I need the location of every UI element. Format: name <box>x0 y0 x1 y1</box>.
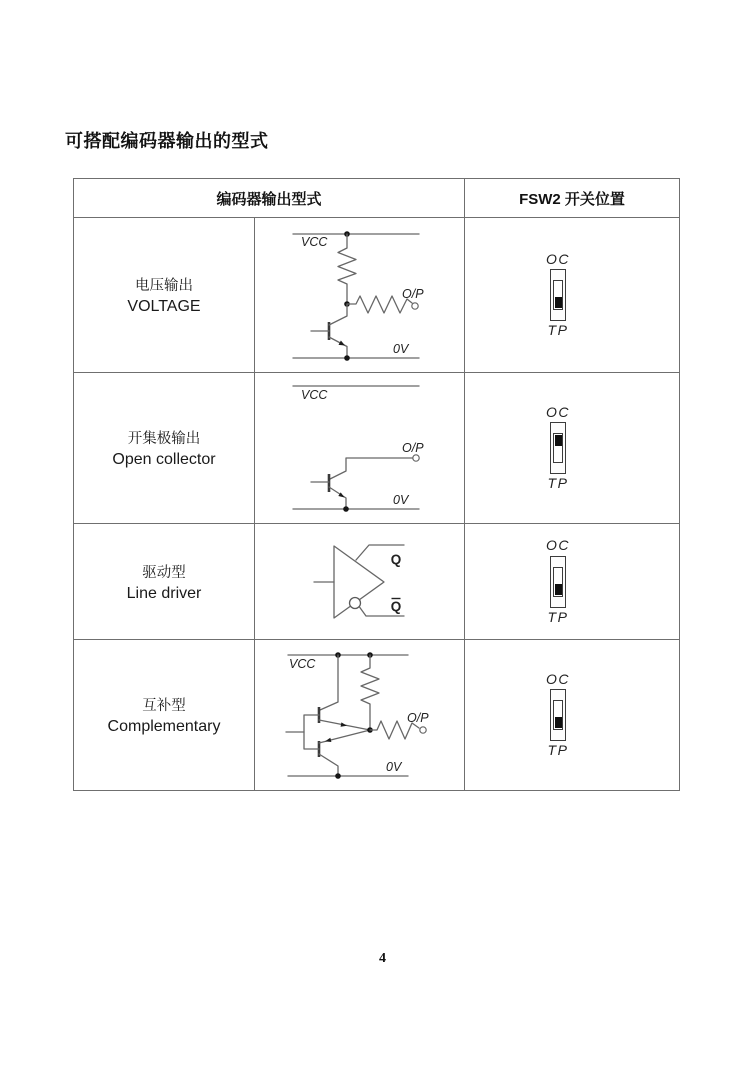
switch-slot <box>553 433 563 463</box>
encoder-output-table <box>73 178 680 791</box>
label-en: Line driver <box>126 584 202 602</box>
lower-pnp-transistor <box>319 730 370 776</box>
fsw2-switch <box>546 672 570 759</box>
upper-npn-transistor <box>319 655 370 730</box>
zero-v-label: 0V <box>386 760 402 774</box>
collector-wire <box>330 458 413 479</box>
op-terminal <box>412 303 418 309</box>
slide-switch-icon <box>550 556 566 608</box>
table-row <box>74 524 680 640</box>
circuit-cell <box>255 218 465 373</box>
table-row <box>74 373 680 524</box>
inverter-bubble <box>350 598 361 609</box>
switch-slot <box>553 567 563 597</box>
label-zh: 驱动型 <box>142 564 186 581</box>
label-zh: 互补型 <box>142 698 186 714</box>
table-row <box>74 640 680 791</box>
op-terminal <box>413 455 419 461</box>
zero-v-rail <box>293 342 419 361</box>
row-label-voltage <box>74 218 255 373</box>
switch-tp-label: TP <box>547 475 569 491</box>
header-output-type: 编码器输出型式 <box>74 179 465 218</box>
switch-tp-label: TP <box>547 608 569 625</box>
slide-switch-icon <box>550 269 566 321</box>
q-label: Q <box>390 552 402 567</box>
complementary-circuit <box>255 640 464 790</box>
npn-transistor <box>311 304 347 358</box>
switch-oc-label: OC <box>546 403 570 420</box>
pullup-resistor <box>361 655 379 730</box>
zero-v-label: 0V <box>393 493 409 507</box>
circuit-cell <box>255 640 465 791</box>
header-switch-position: FSW2 开关位置 <box>465 179 680 218</box>
label-en: Complementary <box>107 718 221 735</box>
vcc-label: VCC <box>301 235 328 249</box>
zero-v-rail <box>293 493 419 512</box>
vcc-rail <box>293 231 419 249</box>
circuit-cell <box>255 373 465 524</box>
vcc-rail <box>288 652 408 671</box>
switch-slot <box>553 700 563 730</box>
circuit-cell <box>255 524 465 640</box>
switch-oc-label: OC <box>546 670 570 687</box>
fsw2-switch <box>546 405 570 492</box>
switch-tp-label: TP <box>547 322 569 338</box>
switch-knob <box>555 297 562 308</box>
label-en: VOLTAGE <box>127 298 201 315</box>
line-driver-circuit <box>255 524 464 639</box>
row-label-open-collector <box>74 373 255 524</box>
slide-switch-icon <box>550 422 566 474</box>
vcc-label: VCC <box>301 388 328 402</box>
open-collector-circuit <box>255 373 464 523</box>
pullup-resistor <box>338 234 356 304</box>
label-zh: 开集极输出 <box>127 431 201 447</box>
switch-knob <box>555 717 562 728</box>
switch-tp-label: TP <box>547 742 569 758</box>
switch-knob <box>555 435 562 446</box>
op-label: O/P <box>402 441 424 455</box>
op-terminal <box>420 727 426 733</box>
q-bar-label: Q <box>390 599 402 614</box>
page-number: 4 <box>379 951 386 966</box>
switch-cell <box>465 640 680 791</box>
switch-cell <box>465 373 680 524</box>
label-en: Open collector <box>112 451 216 468</box>
switch-oc-label: OC <box>546 537 570 554</box>
op-label: O/P <box>402 287 424 301</box>
zero-v-rail <box>288 760 408 779</box>
label-zh: 电压输出 <box>135 278 193 294</box>
switch-oc-label: OC <box>546 250 570 267</box>
op-label: O/P <box>407 711 429 725</box>
page-title: 可搭配编码器输出的型式 <box>65 131 269 151</box>
table-header-row <box>74 179 680 218</box>
fsw2-switch <box>546 252 570 339</box>
table-row <box>74 218 680 373</box>
switch-cell <box>465 218 680 373</box>
vcc-rail <box>293 386 419 402</box>
vcc-label: VCC <box>289 657 316 671</box>
row-label-complementary <box>74 640 255 791</box>
zero-v-label: 0V <box>393 342 409 356</box>
switch-cell <box>465 524 680 640</box>
fsw2-switch <box>546 538 570 625</box>
row-label-line-driver <box>74 524 255 640</box>
switch-slot <box>553 280 563 310</box>
base-input <box>286 715 319 749</box>
npn-transistor <box>311 474 346 509</box>
switch-knob <box>555 584 562 595</box>
slide-switch-icon <box>550 689 566 741</box>
voltage-output-circuit <box>255 218 464 372</box>
